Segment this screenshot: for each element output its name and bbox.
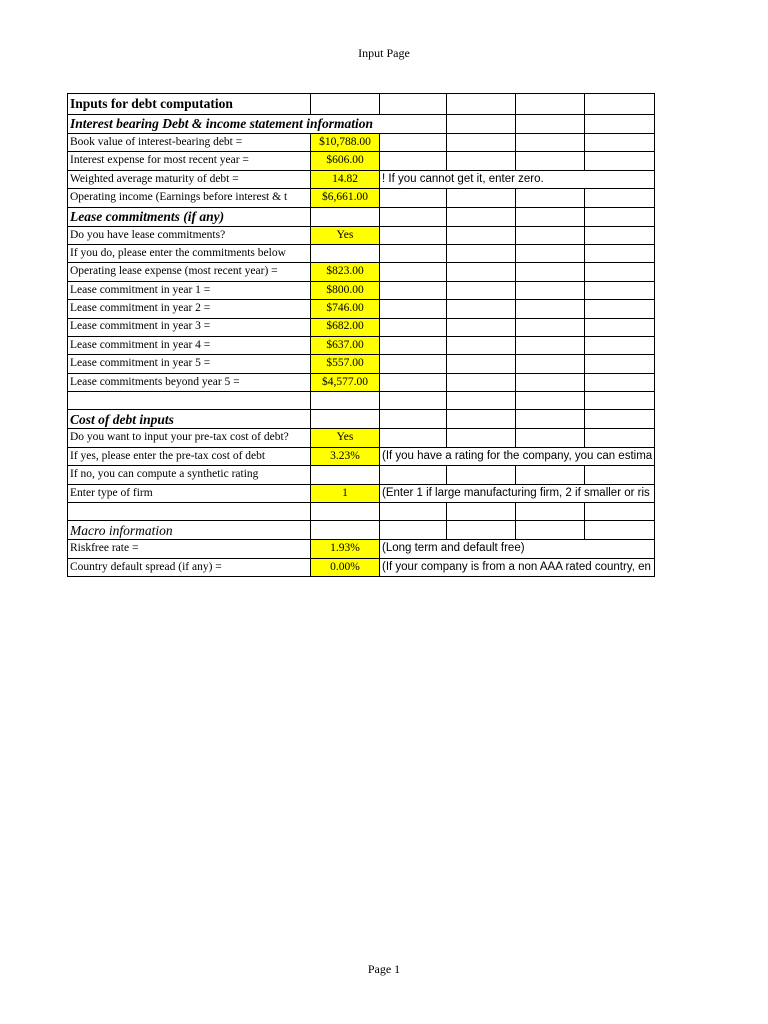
empty-cell[interactable] (516, 115, 585, 134)
empty-cell[interactable] (447, 373, 516, 391)
empty-cell[interactable] (516, 410, 585, 429)
empty-cell[interactable] (311, 503, 380, 521)
input-value-cell[interactable]: 3.23% (311, 447, 380, 465)
field-label: Do you want to input your pre-tax cost of debt? (68, 429, 311, 447)
table-row (68, 152, 655, 170)
empty-cell[interactable] (447, 336, 516, 354)
empty-cell[interactable] (380, 336, 447, 354)
empty-cell[interactable] (380, 373, 447, 391)
table-row (68, 207, 655, 226)
empty-cell[interactable] (516, 207, 585, 226)
input-value-cell[interactable]: $606.00 (311, 152, 380, 170)
empty-cell[interactable] (447, 115, 516, 134)
blank-row (68, 503, 655, 521)
table-row (68, 410, 655, 429)
section-heading: Cost of debt inputs (68, 410, 311, 429)
input-value-cell[interactable]: $6,661.00 (311, 189, 380, 207)
input-value-cell[interactable]: $746.00 (311, 300, 380, 318)
empty-cell[interactable] (68, 503, 311, 521)
field-label: If you do, please enter the commitments below (68, 244, 311, 262)
field-label: Interest expense for most recent year = (68, 152, 311, 170)
empty-cell[interactable] (516, 355, 585, 373)
field-label: Lease commitment in year 1 = (68, 281, 311, 299)
empty-cell[interactable] (585, 152, 655, 170)
empty-cell[interactable] (585, 263, 655, 281)
empty-cell[interactable] (516, 281, 585, 299)
empty-cell[interactable] (447, 521, 516, 540)
empty-cell[interactable] (311, 244, 380, 262)
empty-cell[interactable] (447, 318, 516, 336)
empty-cell[interactable] (516, 392, 585, 410)
empty-cell[interactable] (516, 336, 585, 354)
empty-cell[interactable] (585, 373, 655, 391)
empty-cell[interactable] (447, 410, 516, 429)
empty-cell[interactable] (585, 503, 655, 521)
empty-cell[interactable] (380, 263, 447, 281)
empty-cell[interactable] (380, 134, 447, 152)
input-value-cell[interactable]: 14.82 (311, 170, 380, 188)
field-label: Riskfree rate = (68, 540, 311, 558)
table-row (68, 170, 655, 188)
empty-cell[interactable] (447, 466, 516, 484)
empty-cell[interactable] (380, 466, 447, 484)
page-footer: Page 1 (367, 962, 401, 976)
field-label: Book value of interest-bearing debt = (68, 134, 311, 152)
empty-cell[interactable] (447, 207, 516, 226)
table-row (68, 336, 655, 354)
empty-cell[interactable] (585, 392, 655, 410)
table-row (68, 189, 655, 207)
empty-cell[interactable] (447, 503, 516, 521)
table-row (68, 447, 655, 465)
field-label: If no, you can compute a synthetic rating (68, 466, 311, 484)
field-label: Lease commitment in year 5 = (68, 355, 311, 373)
blank-row (68, 392, 655, 410)
table-row (68, 300, 655, 318)
input-value-cell[interactable]: $557.00 (311, 355, 380, 373)
section-heading: Interest bearing Debt & income statement information (68, 115, 447, 134)
table-row (68, 558, 655, 576)
empty-cell[interactable] (380, 244, 447, 262)
empty-cell[interactable] (516, 134, 585, 152)
table-row (68, 318, 655, 336)
empty-cell[interactable] (516, 152, 585, 170)
empty-cell[interactable] (516, 429, 585, 447)
input-value-cell[interactable]: $4,577.00 (311, 373, 380, 391)
empty-cell[interactable] (585, 336, 655, 354)
empty-cell[interactable] (380, 392, 447, 410)
table-row (68, 484, 655, 502)
empty-cell[interactable] (585, 115, 655, 134)
input-value-cell[interactable]: 1 (311, 484, 380, 502)
empty-cell[interactable] (516, 503, 585, 521)
input-sheet (67, 93, 655, 577)
note-text: (If you have a rating for the company, you can estima (380, 447, 655, 465)
table-row (68, 244, 655, 262)
empty-cell[interactable] (311, 521, 380, 540)
field-label: Do you have lease commitments? (68, 226, 311, 244)
input-table-body (68, 94, 655, 577)
empty-cell[interactable] (447, 429, 516, 447)
input-value-cell[interactable]: 1.93% (311, 540, 380, 558)
input-value-cell[interactable]: $800.00 (311, 281, 380, 299)
empty-cell[interactable] (585, 410, 655, 429)
empty-cell[interactable] (516, 300, 585, 318)
field-label: Lease commitments beyond year 5 = (68, 373, 311, 391)
empty-cell[interactable] (516, 226, 585, 244)
page-title: Input Page (358, 46, 410, 60)
empty-cell[interactable] (447, 300, 516, 318)
empty-cell[interactable] (380, 226, 447, 244)
field-label: Lease commitment in year 2 = (68, 300, 311, 318)
table-row (68, 429, 655, 447)
empty-cell[interactable] (447, 134, 516, 152)
empty-cell[interactable] (311, 207, 380, 226)
empty-cell[interactable] (516, 466, 585, 484)
empty-cell[interactable] (447, 152, 516, 170)
empty-cell[interactable] (516, 244, 585, 262)
empty-cell[interactable] (311, 94, 380, 115)
empty-cell[interactable] (380, 152, 447, 170)
table-row (68, 521, 655, 540)
empty-cell[interactable] (447, 355, 516, 373)
empty-cell[interactable] (516, 373, 585, 391)
empty-cell[interactable] (585, 226, 655, 244)
empty-cell[interactable] (516, 94, 585, 115)
table-row (68, 263, 655, 281)
empty-cell[interactable] (585, 189, 655, 207)
empty-cell[interactable] (311, 410, 380, 429)
empty-cell[interactable] (585, 466, 655, 484)
table-row (68, 281, 655, 299)
field-label: Operating lease expense (most recent year) = (68, 263, 311, 281)
input-value-cell[interactable]: $10,788.00 (311, 134, 380, 152)
empty-cell[interactable] (311, 392, 380, 410)
table-row (68, 373, 655, 391)
input-value-cell[interactable]: $823.00 (311, 263, 380, 281)
table-row (68, 134, 655, 152)
table-row (68, 94, 655, 115)
empty-cell[interactable] (447, 189, 516, 207)
table-row (68, 355, 655, 373)
empty-cell[interactable] (585, 244, 655, 262)
note-text: (If your company is from a non AAA rated country, en (380, 558, 655, 576)
field-label: If yes, please enter the pre-tax cost of debt (68, 447, 311, 465)
table-row (68, 466, 655, 484)
empty-cell[interactable] (311, 466, 380, 484)
empty-cell[interactable] (516, 189, 585, 207)
empty-cell[interactable] (68, 392, 311, 410)
empty-cell[interactable] (380, 521, 447, 540)
empty-cell[interactable] (516, 521, 585, 540)
empty-cell[interactable] (380, 318, 447, 336)
empty-cell[interactable] (380, 281, 447, 299)
section-heading: Lease commitments (if any) (68, 207, 311, 226)
empty-cell[interactable] (585, 318, 655, 336)
empty-cell[interactable] (447, 263, 516, 281)
empty-cell[interactable] (380, 355, 447, 373)
empty-cell[interactable] (380, 503, 447, 521)
empty-cell[interactable] (380, 300, 447, 318)
empty-cell[interactable] (380, 207, 447, 226)
input-value-cell[interactable]: Yes (311, 226, 380, 244)
section-heading: Inputs for debt computation (68, 94, 311, 115)
empty-cell[interactable] (380, 94, 447, 115)
field-label: Lease commitment in year 4 = (68, 336, 311, 354)
empty-cell[interactable] (585, 300, 655, 318)
empty-cell[interactable] (447, 226, 516, 244)
empty-cell[interactable] (447, 392, 516, 410)
section-heading: Macro information (68, 521, 311, 540)
empty-cell[interactable] (380, 410, 447, 429)
empty-cell[interactable] (585, 94, 655, 115)
empty-cell[interactable] (585, 521, 655, 540)
field-label: Country default spread (if any) = (68, 558, 311, 576)
field-label: Lease commitment in year 3 = (68, 318, 311, 336)
input-table (67, 93, 655, 577)
empty-cell[interactable] (516, 318, 585, 336)
empty-cell[interactable] (380, 189, 447, 207)
note-text: ! If you cannot get it, enter zero. (380, 170, 655, 188)
table-row (68, 226, 655, 244)
input-value-cell[interactable]: 0.00% (311, 558, 380, 576)
empty-cell[interactable] (447, 94, 516, 115)
table-row (68, 115, 655, 134)
empty-cell[interactable] (585, 281, 655, 299)
field-label: Enter type of firm (68, 484, 311, 502)
empty-cell[interactable] (516, 263, 585, 281)
empty-cell[interactable] (585, 429, 655, 447)
empty-cell[interactable] (447, 244, 516, 262)
table-row (68, 540, 655, 558)
input-value-cell[interactable]: $637.00 (311, 336, 380, 354)
empty-cell[interactable] (585, 207, 655, 226)
field-label: Operating income (Earnings before interest & t (68, 189, 311, 207)
note-text: (Long term and default free) (380, 540, 655, 558)
empty-cell[interactable] (380, 429, 447, 447)
input-value-cell[interactable]: $682.00 (311, 318, 380, 336)
note-text: (Enter 1 if large manufacturing firm, 2 if smaller or ris (380, 484, 655, 502)
field-label: Weighted average maturity of debt = (68, 170, 311, 188)
empty-cell[interactable] (585, 355, 655, 373)
empty-cell[interactable] (447, 281, 516, 299)
input-value-cell[interactable]: Yes (311, 429, 380, 447)
empty-cell[interactable] (585, 134, 655, 152)
